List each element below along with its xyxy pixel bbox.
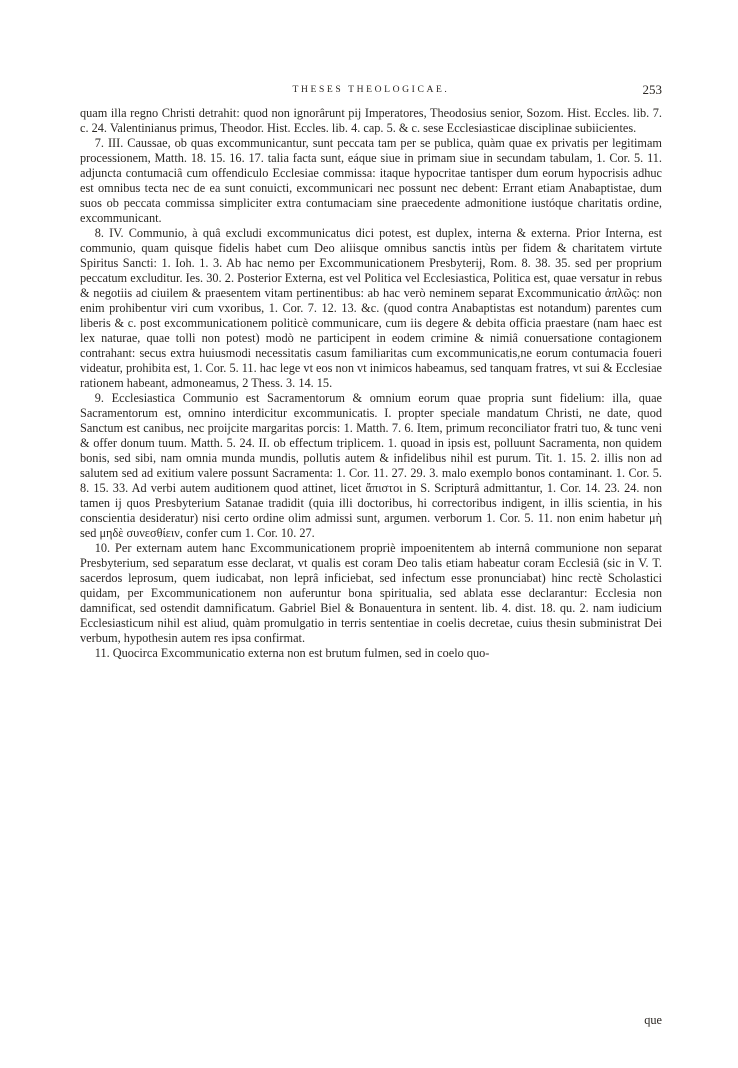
running-title: THESES THEOLOGICAE. (292, 84, 450, 95)
paragraph-10: 10. Per externam autem hanc Excommunicationem propriè impoenitentem ab internâ communione non separat Presbyterium, sed separatum esse declarat, vt qualis est coram Deo talis etiam habeatur coram Ecclesiâ (sic in V. T. sacerdos leprosum, quem iudicabat, non leprâ inficiebat, sed infectum esse pronunciabat) hinc rectè Scholastici quidam, per Excommunicationem non auferuntur bona spiritualia, sed ablata esse declarantur: Ecclesia non damnificat, sed ostendit damnificatum. Gabriel Biel & Bonauentura in sentent. lib. 4. dist. 18. qu. 2. nam iudicium Ecclesiasticum nihil est aliud, quàm promulgatio in terris sententiae in coelis decretae, cuius thesin subministrat Dei verbum, hypothesin autem res ipsa confirmat. (80, 541, 662, 645)
paragraph-8: 8. IV. Communio, à quâ excludi excommunicatus dici potest, est duplex, interna & externa. Prior Interna, est communio, quam quisque fidelis habet cum Deo aliisque omnibus sanctis intùs per fidem & charitatem virtute Spiritus Sancti: 1. Ioh. 1. 3. Ab hac nemo per Excommunicationem Presbyterij, Rom. 8. 38. 35. sed per proprium peccatum excluditur. Ies. 30. 2. Posterior Externa, est vel Politica vel Ecclesiastica, Politica est, quae versatur in rebus & negotiis ad ciuilem & praesentem vitam pertinentibus: ab hac verò neminem separat Excommunicatio ἁπλῶς: non enim prohibentur viri cum vxoribus, 1. Cor. 7. 12. 13. &c. (quod contra Anabaptistas est notandum) parentes cum liberis & c. post excommunicationem politicè communicare, cum iis degere & debita officia praestare (nam haec est lex naturae, quae tolli non potest) modò ne participent in eodem crimine & nimiâ conuersatione contagionem contrahant: secus extra huiusmodi necessitatis casum familiaritas cum excommunicatis,ne eorum contumacia foueri videatur, prohibita est, 1. Cor. 5. 11. hac lege vt eos non vt inimicos habeamus, sed tanquam fratres, vt sui & Ecclesiae rationem habeant, admoneamus, 2 Thess. 3. 14. 15. (80, 226, 662, 390)
catchword: que (644, 1013, 662, 1027)
page-number: 253 (642, 82, 662, 97)
paragraph-7: 7. III. Caussae, ob quas excommunicantur, sunt peccata tam per se publica, quàm quae ex privatis per legitimam processionem, Matth. 18. 15. 16. 17. talia facta sunt, eáque siue in primam siue in secundam tabulam, 1. Cor. 5. 11. adjuncta contumaciâ cum offendiculo Ecclesiae commissa: itaque hypocritae tantisper dum eorum hypocrisis adhuc est omnibus tecta nec de ea sunt conuicti, excommunicari nec possunt nec debent: Errant etiam Anabaptistae, dum suos ob peccata commissa simpliciter extra contumaciam sine praecedente admonitione iustóque charitatis ordine, excommunicant. (80, 136, 662, 225)
paragraph-continuation: quam illa regno Christi detrahit: quod non ignorârunt pij Imperatores, Theodosius senior, Sozom. Hist. Eccles. lib. 7. c. 24. Valentinianus primus, Theodor. Hist. Eccles. lib. 4. cap. 5. & c. sese Ecclesiasticae disciplinae subiicientes. (80, 106, 662, 135)
paragraph-9: 9. Ecclesiastica Communio est Sacramentorum & omnium eorum quae propria sunt fidelium: illa, quae Sacramentorum est, omnino interdicitur excommunicatis. I. propter speciale mandatum Christi, ne date, quod Sanctum est canibus, nec proijcite margaritas porcis: 1. Matth. 7. 6. Item, primum reconciliator fratri tuo, & tunc veni & offer donum tuum. Matth. 5. 24. II. ob effectum triplicem. 1. quoad in ipsis est, polluunt Sacramenta, non quidem bonis, sed sibi, nam omnia munda mundis, pollutis autem & infidelibus nihil est purum. Tit. 1. 15. 2. illis non ad salutem sed ad exitium valere possunt Sacramenta: 1. Cor. 11. 27. 29. 3. malo exemplo bonos contaminant. 1. Cor. 5. 8. 15. 33. Ad verbi autem auditionem quod attinet, licet ἄπιστοι in S. Scripturâ admittantur, 1. Cor. 14. 23. 24. non tamen ij quos Presbyterium Satanae tradidit (quia illi doctoribus, hi correctoribus indigent, in illis scientia, in his conscientia desideratur) nisi certo ordine olim admissi sunt, argumen. verborum 1. Cor. 5. 11. non enim habetur μὴ sed μηδὲ συνεσθίειν, confer cum 1. Cor. 10. 27. (80, 391, 662, 540)
paragraph-11: 11. Quocirca Excommunicatio externa non est brutum fulmen, sed in coelo quo- (94, 646, 490, 660)
body-text (80, 106, 662, 661)
page-header (80, 80, 662, 100)
